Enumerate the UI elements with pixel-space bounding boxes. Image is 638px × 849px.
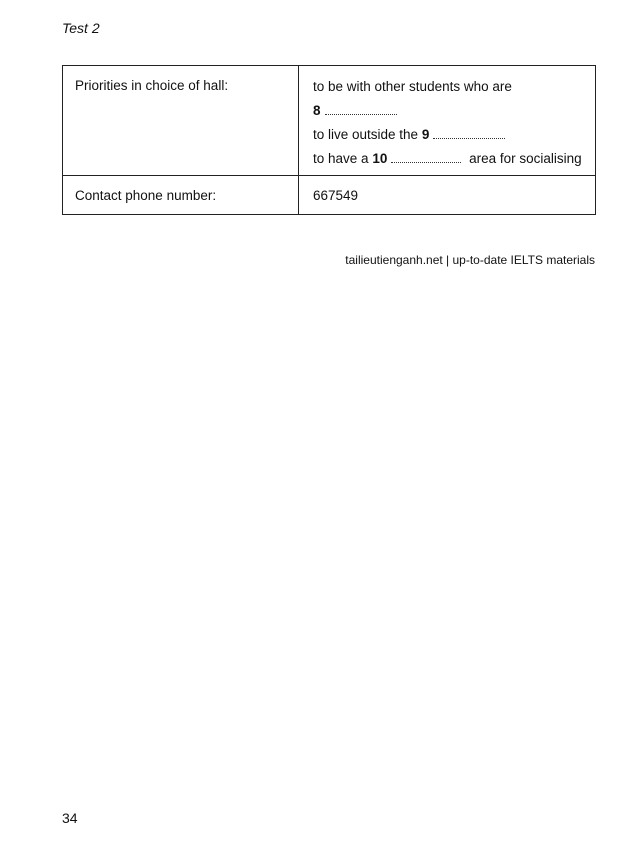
answer-blank-9[interactable] — [433, 127, 505, 139]
priority-line-1: to be with other students who are — [313, 79, 512, 94]
priority-line-4-suffix: area for socialising — [469, 151, 582, 166]
priority-line-2 — [313, 102, 583, 119]
answer-blank-10[interactable] — [391, 151, 461, 163]
table-row — [63, 176, 596, 215]
priority-line-4-prefix: to have a — [313, 151, 369, 166]
priority-line-4 — [313, 150, 583, 167]
priority-line-3-prefix: to live outside the — [313, 127, 419, 142]
question-number-8: 8 — [313, 103, 321, 118]
question-number-10: 10 — [372, 151, 388, 166]
question-number-9: 9 — [421, 127, 430, 142]
contact-phone-value: 667549 — [299, 176, 596, 215]
form-completion-table — [62, 65, 596, 215]
priorities-label: Priorities in choice of hall: — [63, 66, 299, 176]
priorities-value — [299, 66, 596, 176]
test-label: Test 2 — [62, 20, 100, 36]
page-number: 34 — [62, 810, 78, 826]
contact-phone-label: Contact phone number: — [63, 176, 299, 215]
answer-blank-8[interactable] — [325, 103, 397, 115]
source-credit: tailieutienganh.net | up-to-date IELTS materials — [345, 253, 595, 267]
priority-line-3 — [313, 126, 583, 143]
table-row — [63, 66, 596, 176]
